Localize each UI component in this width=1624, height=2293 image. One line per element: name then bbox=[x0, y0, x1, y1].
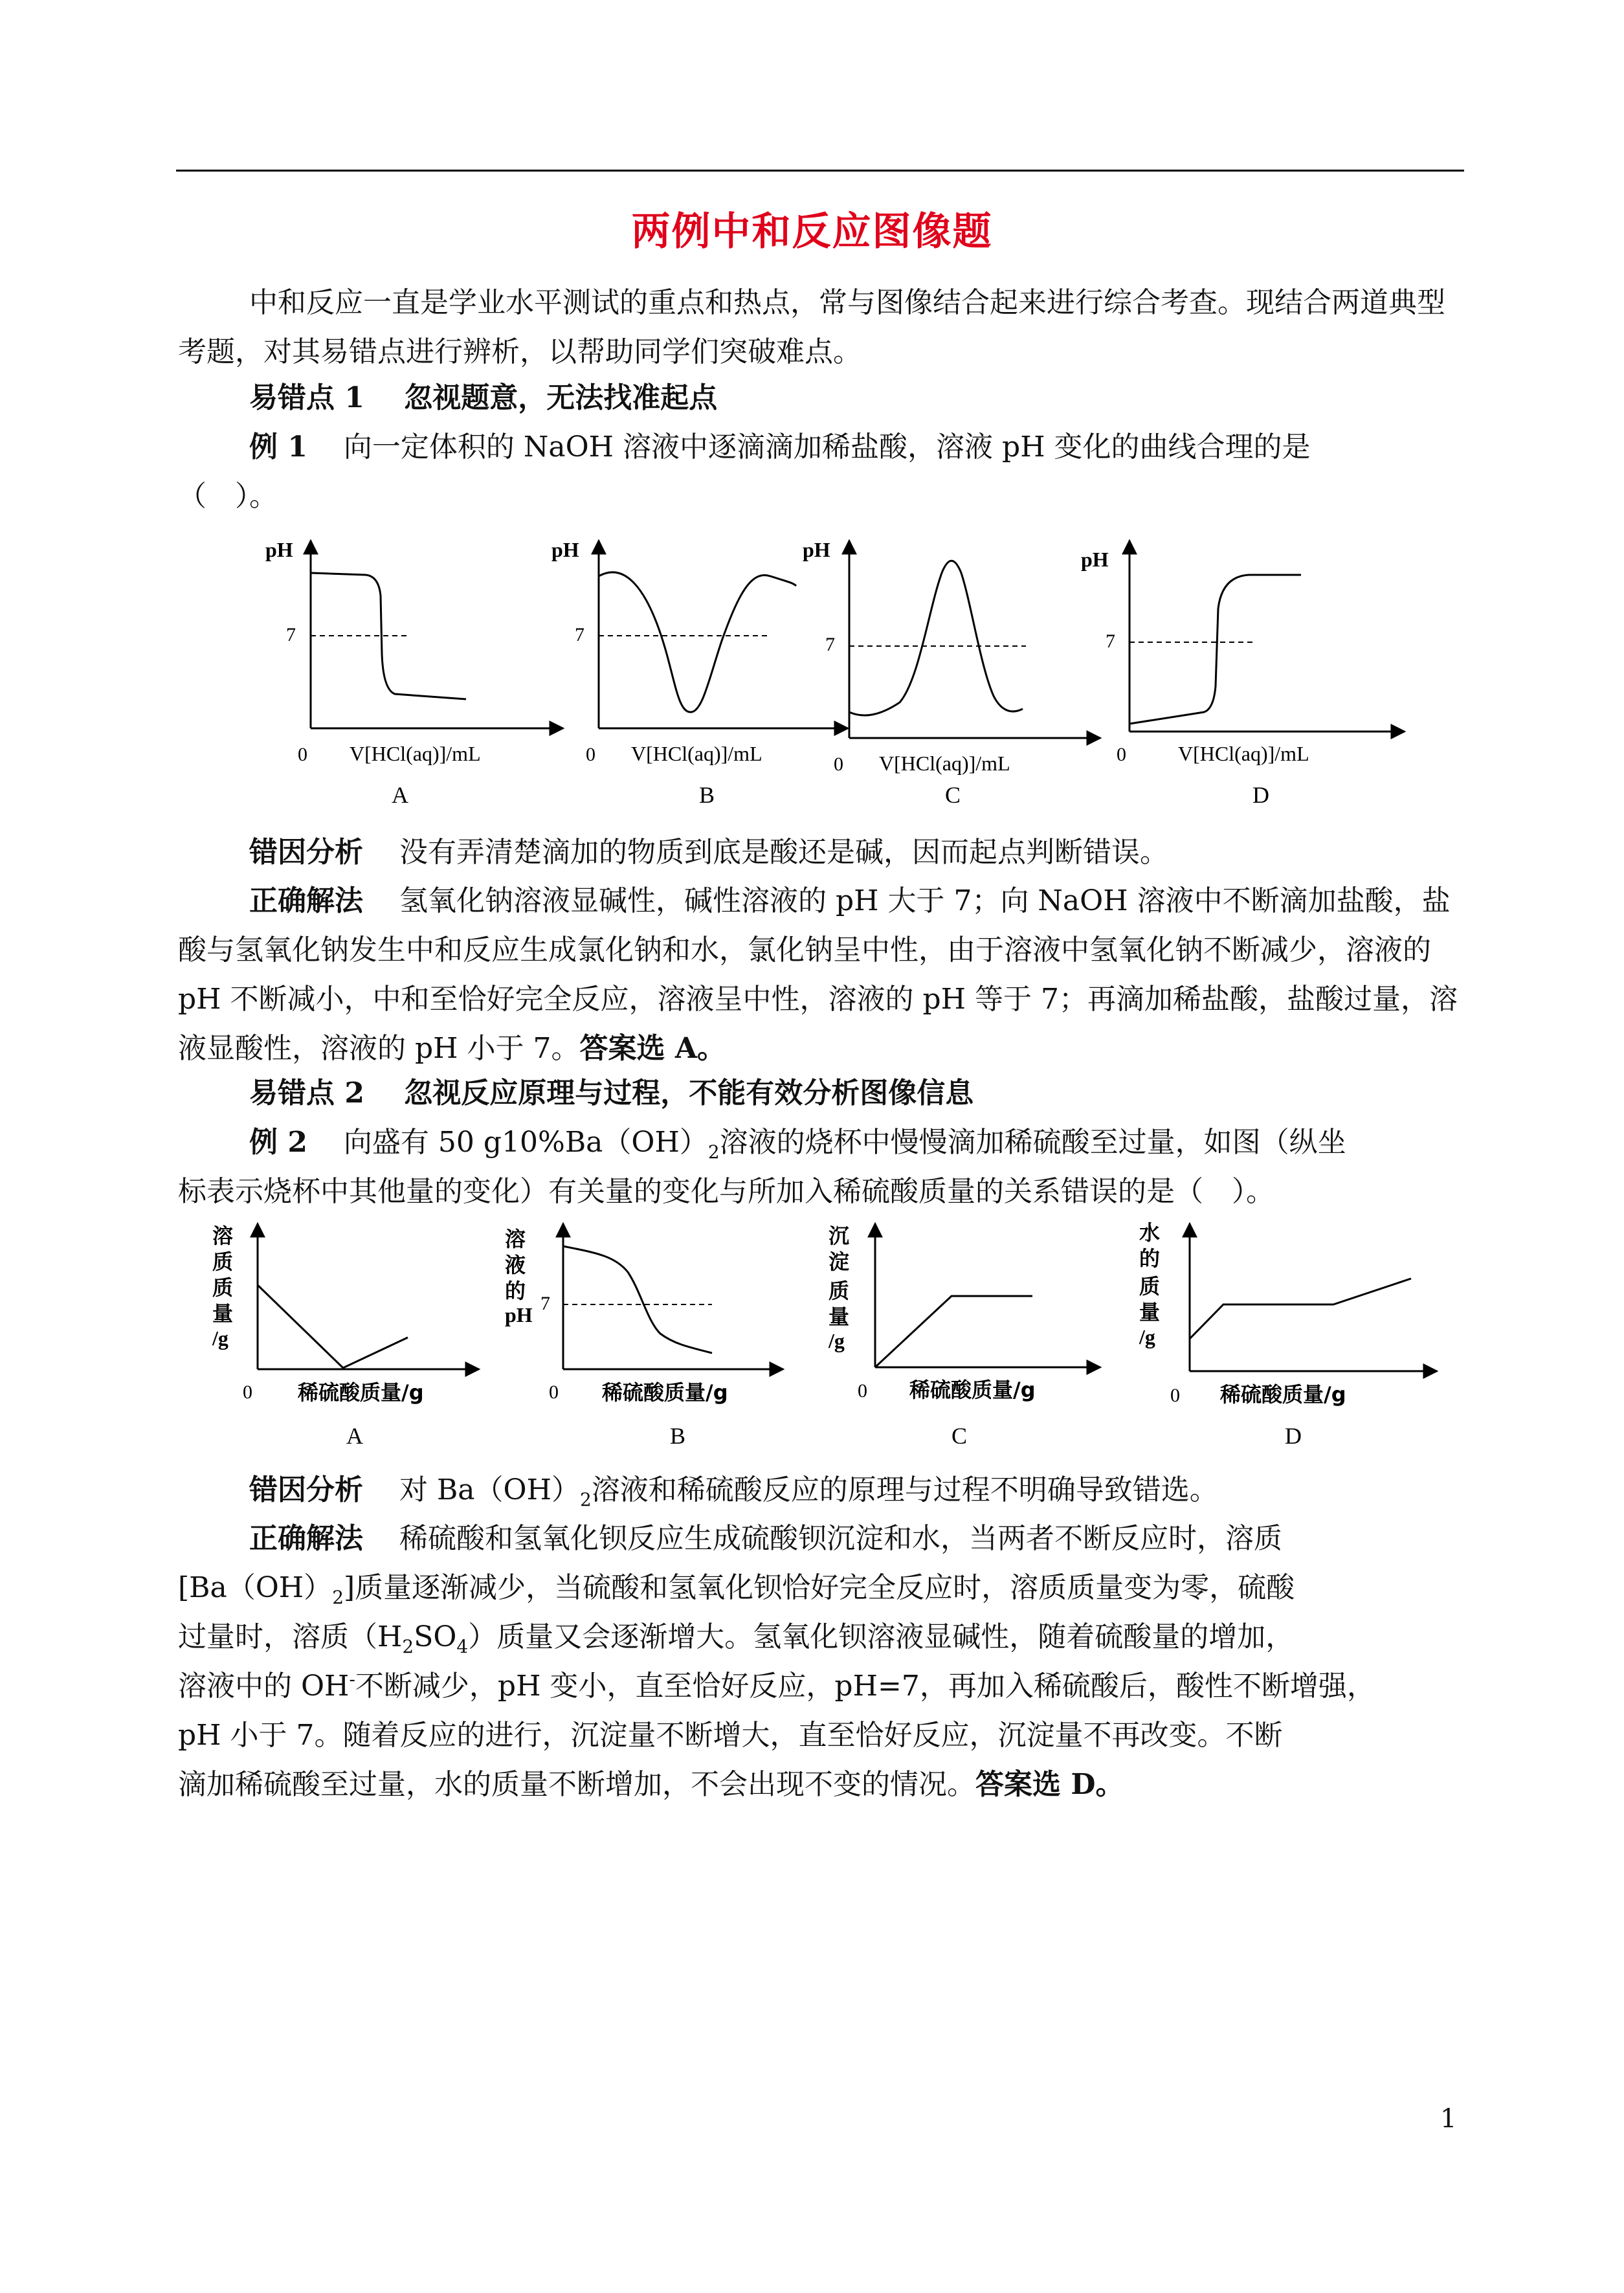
example1-label: 例 1 bbox=[249, 431, 307, 464]
graph-2a-letter: A bbox=[346, 1423, 363, 1449]
graph-2c-ylabel-5: /g bbox=[829, 1329, 845, 1352]
answer2: 答案选 D。 bbox=[975, 1768, 1124, 1801]
analysis2-text-a: 对 Ba（OH） bbox=[399, 1473, 580, 1506]
solution1-label: 正确解法 bbox=[249, 884, 363, 917]
graph-2c bbox=[828, 1224, 1100, 1449]
solution2-line2 bbox=[178, 1564, 1295, 1608]
solution1-text: 氢氧化钠溶液显碱性，碱性溶液的 pH 大于 7；向 NaOH 溶液中不断滴加盐酸，盐酸与氢氧化钠发生中和反应生成氯化钠和水，氯化钠呈中性，由于溶液中氢氧化钠不断减少，溶液的 pH 不断减小，中和至恰好完全反应，溶液呈中性，溶液的 pH 等于 7；再滴加稀盐酸，盐酸过量，溶液显酸性，溶液的 pH 小于 7。 bbox=[178, 884, 1458, 1065]
solution2-text-4a: 溶液中的 OH bbox=[178, 1670, 350, 1703]
solution2-line3 bbox=[178, 1613, 1294, 1657]
graph-2d-xlabel: 稀硫酸质量/g bbox=[1220, 1382, 1346, 1407]
graph-2a-ylabel-5: /g bbox=[212, 1326, 228, 1350]
graph-2a-origin: 0 bbox=[243, 1381, 252, 1403]
solution2-line1 bbox=[249, 1515, 1282, 1556]
graph-2b-ylabel-2: 液 bbox=[505, 1253, 526, 1277]
analysis2-label: 错因分析 bbox=[249, 1473, 363, 1506]
intro-paragraph: 中和反应一直是学业水平测试的重点和热点，常与图像结合起来进行综合考查。现结合两道典型考题，对其易错点进行辨析，以帮助同学们突破难点。 bbox=[178, 286, 1445, 368]
graph-1c-xlabel: V[HCl(aq)]/mL bbox=[879, 752, 1010, 775]
point2-heading-text: 忽视反应原理与过程，不能有效分析图像信息 bbox=[404, 1077, 974, 1110]
graph-1b-letter: B bbox=[699, 782, 715, 808]
graph-1c-origin: 0 bbox=[834, 754, 843, 775]
graph-1d-origin: 0 bbox=[1117, 744, 1126, 765]
graph-2d-ylabel-1: 水 bbox=[1139, 1221, 1161, 1244]
graph-1a-letter: A bbox=[392, 782, 408, 808]
graph-1d-xlabel: V[HCl(aq)]/mL bbox=[1178, 742, 1309, 765]
example2-label: 例 2 bbox=[249, 1126, 307, 1159]
solution2-text-4b: 不断减少，pH 变小，直至恰好反应，pH=7，再加入稀硫酸后，酸性不断增强， bbox=[355, 1670, 1375, 1703]
solution2-sup-4: - bbox=[349, 1668, 355, 1690]
graph-2c-ylabel-2: 淀 bbox=[829, 1250, 850, 1273]
graph-1a-xlabel: V[HCl(aq)]/mL bbox=[350, 742, 481, 765]
graph-1c-letter: C bbox=[945, 782, 961, 808]
graph-1b bbox=[551, 538, 848, 808]
graph-1c-curve bbox=[849, 561, 1023, 715]
graph-1a-ref: 7 bbox=[286, 624, 296, 645]
graph-2d bbox=[1139, 1221, 1437, 1449]
analysis2-sub: 2 bbox=[579, 1488, 592, 1510]
graph-2a-ylabel-2: 质 bbox=[212, 1250, 234, 1273]
example1-line2: （ ）。 bbox=[178, 480, 278, 513]
graph-2d-ylabel-4: 量 bbox=[1139, 1301, 1161, 1324]
analysis1-text: 没有弄清楚滴加的物质到底是酸还是碱，因而起点判断错误。 bbox=[399, 836, 1168, 869]
graph-2c-xlabel: 稀硫酸质量/g bbox=[909, 1378, 1036, 1402]
graph-2b-ylabel-4: pH bbox=[505, 1303, 533, 1326]
analysis2-text-b: 溶液和稀硫酸反应的原理与过程不明确导致错选。 bbox=[591, 1473, 1218, 1506]
graph-2b-curve bbox=[563, 1246, 712, 1353]
header-rule bbox=[176, 170, 1464, 172]
analysis1-label: 错因分析 bbox=[249, 836, 363, 869]
graph-2c-origin: 0 bbox=[858, 1380, 867, 1402]
graph-2b-xlabel: 稀硫酸质量/g bbox=[602, 1380, 728, 1405]
graph-1d bbox=[1081, 541, 1405, 808]
graph-1b-curve bbox=[599, 572, 796, 712]
page-number: 1 bbox=[1440, 2104, 1457, 2134]
solution2-text-6: 滴加稀硫酸至过量，水的质量不断增加，不会出现不变的情况。 bbox=[178, 1768, 975, 1801]
solution2-line4 bbox=[178, 1662, 1375, 1704]
example2-line1 bbox=[249, 1119, 1346, 1163]
point1-heading-text: 忽视题意，无法找准起点 bbox=[404, 381, 718, 414]
point2-heading-label: 易错点 2 bbox=[249, 1077, 364, 1110]
graph-2c-ylabel-4: 量 bbox=[829, 1305, 850, 1328]
graph-1b-ylabel: pH bbox=[551, 538, 579, 561]
analysis1 bbox=[249, 829, 1168, 870]
solution2-text-3c: ）质量又会逐渐增大。氢氧化钡溶液显碱性，随着硫酸量的增加， bbox=[468, 1620, 1295, 1653]
graph-1b-origin: 0 bbox=[586, 744, 595, 765]
graph-2b-letter: B bbox=[670, 1423, 686, 1449]
solution1-paragraph bbox=[178, 877, 1466, 1073]
graph-2a-ylabel-3: 质 bbox=[212, 1276, 234, 1299]
example2-text-b: 溶液的烧杯中慢慢滴加稀硫酸至过量，如图（纵坐 bbox=[719, 1126, 1346, 1159]
page-title: 两例中和反应图像题 bbox=[631, 209, 993, 254]
graph-2a bbox=[212, 1224, 479, 1449]
solution2-text-2b: ]质量逐渐减少，当硫酸和氢氧化钡恰好完全反应时，溶质质量变为零，硫酸 bbox=[344, 1571, 1295, 1604]
graph-1b-xlabel: V[HCl(aq)]/mL bbox=[631, 742, 762, 765]
graphs-row-2 bbox=[207, 1217, 1476, 1457]
graph-2a-curve bbox=[258, 1285, 408, 1368]
graphs-row-1 bbox=[246, 524, 1411, 822]
graph-2d-ylabel-3: 质 bbox=[1139, 1275, 1161, 1298]
answer1: 答案选 A。 bbox=[579, 1032, 726, 1065]
solution2-line6 bbox=[178, 1761, 1124, 1802]
point2-heading bbox=[249, 1069, 973, 1111]
graph-2d-origin: 0 bbox=[1170, 1385, 1180, 1406]
graph-2c-ylabel-1: 沉 bbox=[829, 1224, 850, 1247]
graph-2b-ylabel-3: 的 bbox=[505, 1279, 526, 1303]
solution2-text-1: 稀硫酸和氢氧化钡反应生成硫酸钡沉淀和水，当两者不断反应时，溶质 bbox=[399, 1522, 1282, 1555]
solution2-text-2a: [Ba（OH） bbox=[178, 1571, 333, 1604]
graph-2b-ref: 7 bbox=[540, 1293, 550, 1314]
solution2-text-3b: SO bbox=[414, 1620, 457, 1653]
graph-1a-origin: 0 bbox=[298, 744, 307, 765]
example1-line1 bbox=[249, 423, 1311, 465]
graph-1d-ref: 7 bbox=[1106, 631, 1115, 652]
solution2-sub-3b: 4 bbox=[456, 1635, 469, 1657]
point1-heading bbox=[249, 374, 717, 416]
analysis2 bbox=[249, 1466, 1218, 1510]
example1-text: 向一定体积的 NaOH 溶液中逐滴滴加稀盐酸，溶液 pH 变化的曲线合理的是 bbox=[343, 431, 1311, 464]
graph-2d-ylabel-2: 的 bbox=[1139, 1247, 1161, 1270]
graph-2a-xlabel: 稀硫酸质量/g bbox=[298, 1380, 424, 1405]
graph-2d-ylabel-5: /g bbox=[1139, 1325, 1155, 1348]
graph-1c bbox=[803, 538, 1100, 808]
graph-1c-ylabel: pH bbox=[803, 538, 830, 561]
graph-1a-ylabel: pH bbox=[265, 538, 293, 561]
graph-2b bbox=[505, 1224, 783, 1449]
example2-text-a: 向盛有 50 g10%Ba（OH） bbox=[343, 1126, 708, 1159]
solution2-sub-2: 2 bbox=[332, 1586, 344, 1608]
graph-2a-ylabel-4: 量 bbox=[212, 1302, 234, 1325]
graph-1c-ref: 7 bbox=[825, 634, 835, 655]
graph-2b-ylabel-1: 溶 bbox=[505, 1227, 526, 1251]
solution2-text-3a: 过量时，溶质（H bbox=[178, 1620, 403, 1653]
graph-1d-letter: D bbox=[1252, 782, 1269, 808]
example2-sub: 2 bbox=[707, 1141, 720, 1163]
graph-2c-curve bbox=[875, 1296, 1032, 1367]
graph-2d-curve bbox=[1190, 1279, 1411, 1339]
graph-1b-ref: 7 bbox=[575, 624, 584, 645]
graph-1d-ylabel: pH bbox=[1081, 548, 1109, 571]
graph-1d-curve bbox=[1129, 575, 1301, 724]
graph-2a-ylabel-1: 溶 bbox=[212, 1224, 234, 1247]
solution2-line5: pH 小于 7。随着反应的进行，沉淀量不断增大，直至恰好反应，沉淀量不再改变。不断 bbox=[178, 1719, 1283, 1752]
graph-1a bbox=[265, 538, 563, 808]
graph-2c-letter: C bbox=[951, 1423, 968, 1449]
solution2-sub-3a: 2 bbox=[402, 1635, 414, 1657]
example2-line2: 标表示烧杯中其他量的变化）有关量的变化与所加入稀硫酸质量的关系错误的是（ ）。 bbox=[178, 1175, 1274, 1208]
graph-2d-letter: D bbox=[1285, 1423, 1302, 1449]
graph-2c-ylabel-3: 质 bbox=[829, 1279, 850, 1303]
solution2-label: 正确解法 bbox=[249, 1522, 363, 1555]
point1-heading-label: 易错点 1 bbox=[249, 381, 364, 414]
graph-2b-origin: 0 bbox=[549, 1381, 559, 1403]
